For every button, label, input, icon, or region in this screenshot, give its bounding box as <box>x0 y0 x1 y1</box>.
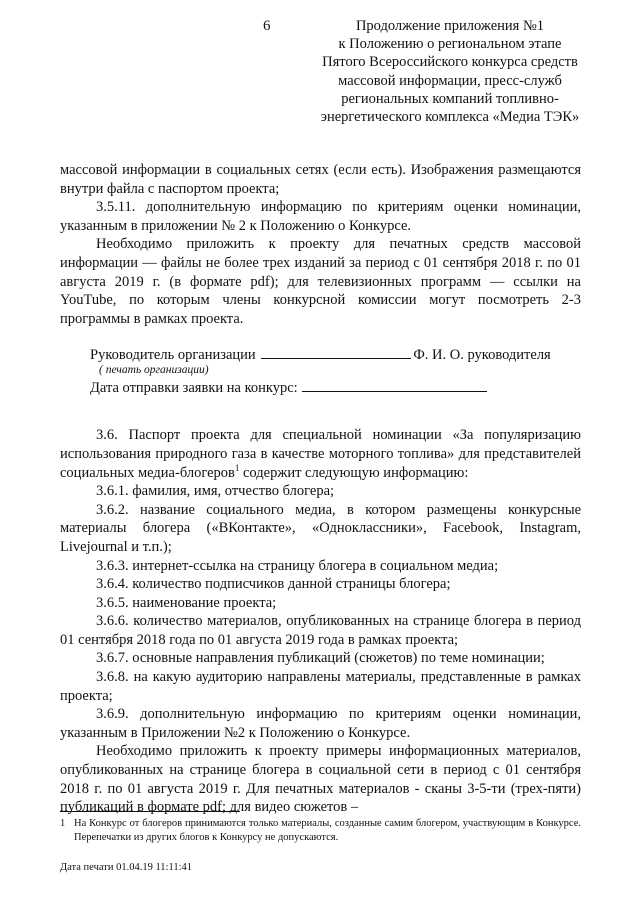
closing-paragraph: Необходимо приложить к проекту примеры информационных материалов, опубликованных на странице блогера в социальной сети в период с 01 сентября 2018 г. по 01 августа 2019 г. Для печатных материалов - сканы 3-5-ти (трех-пяти) публикаций в формате pdf; для видео сюжетов – <box>60 743 581 816</box>
paragraph: массовой информации в социальных сетях (если есть). Изображения размещаются внутри файла с паспортом проекта; <box>60 162 581 197</box>
date-blank <box>302 379 487 392</box>
footnote-text: На Конкурс от блогеров принимаются только материалы, созданные самим блогером, участвующим в Конкурсе. Перепечатки из других блогов к Конкурсу не допускаются. <box>74 818 581 843</box>
appendix-header <box>300 17 600 126</box>
list-item: 3.6.4. количество подписчиков данной страницы блогера; <box>96 576 451 593</box>
date-label: Дата отправки заявки на конкурс: <box>90 380 298 397</box>
list-item: 3.6.9. дополнительную информацию по критериям оценки номинации, указанным в Приложении №2 к Положению о Конкурсе. <box>60 706 581 741</box>
section-intro-tail: содержит следующую информацию: <box>239 464 469 481</box>
header-line: к Положению о региональном этапе <box>338 36 562 53</box>
signature-block <box>60 346 581 410</box>
section-3-6 <box>60 426 581 816</box>
footnote-divider <box>60 811 240 812</box>
paragraph: 3.5.11. дополнительную информацию по критериям оценки номинации, указанным в приложении № 2 к Положению о Конкурсе. <box>60 199 581 234</box>
date-line <box>90 379 487 398</box>
header-line: Пятого Всероссийского конкурса средств <box>322 54 578 71</box>
head-signature-line <box>90 346 551 365</box>
header-line: энергетического комплекса «Медиа ТЭК» <box>320 109 580 126</box>
list-item: 3.6.8. на какую аудиторию направлены материалы, представленные в рамках проекта; <box>60 669 581 704</box>
head-label: Руководитель организации <box>90 347 256 364</box>
header-line: массовой информации, пресс-служб <box>338 72 562 89</box>
section-intro <box>60 426 581 482</box>
list-item: 3.6.7. основные направления публикаций (сюжетов) по теме номинации; <box>96 650 545 667</box>
section-intro-text: 3.6. Паспорт проекта для специальной номинации «За популяризацию использования природного газа в качестве моторного топлива» для представителей социальных медиа-блогеров <box>60 427 581 481</box>
document-body <box>60 161 581 817</box>
header-line: региональных компаний топливно- <box>341 90 559 107</box>
list-item: 3.6.6. количество материалов, опубликованных на странице блогера в период 01 сентября 2018 года по 01 августа 2019 года в рамках проекта; <box>60 613 581 648</box>
page-number: 6 <box>263 18 271 34</box>
list-item: 3.6.3. интернет-ссылка на страницу блогера в социальном медиа; <box>96 557 499 574</box>
footnote-number: 1 <box>60 818 66 829</box>
paragraph: Необходимо приложить к проекту для печатных средств массовой информации — файлы не более трех изданий за период с 01 сентября 2018 г. по 01 августа 2019 г. (в формате pdf); для телевизионных программ — ссылки на YouTube, по которым члены конкурсной комиссии могут посмотреть 2-3 программы в рамках проекта. <box>60 236 581 327</box>
stamp-note: ( печать организации) <box>99 364 209 377</box>
head-name: Ф. И. О. руководителя <box>413 347 551 364</box>
list-item: 3.6.5. наименование проекта; <box>96 594 277 611</box>
header-line: Продолжение приложения №1 <box>355 18 545 34</box>
print-date: Дата печати 01.04.19 11:11:41 <box>60 862 193 873</box>
signature-blank <box>261 346 411 359</box>
list-item: 3.6.2. название социального медиа, в котором размещены конкурсные материалы блогера («ВКонтакте», «Одноклассники», Facebook, Instagram, Livejournal и т.п.); <box>60 501 581 555</box>
footnote <box>60 817 581 845</box>
footnote-ref: 1 <box>234 462 240 473</box>
list-item: 3.6.1. фамилия, имя, отчество блогера; <box>96 483 335 500</box>
